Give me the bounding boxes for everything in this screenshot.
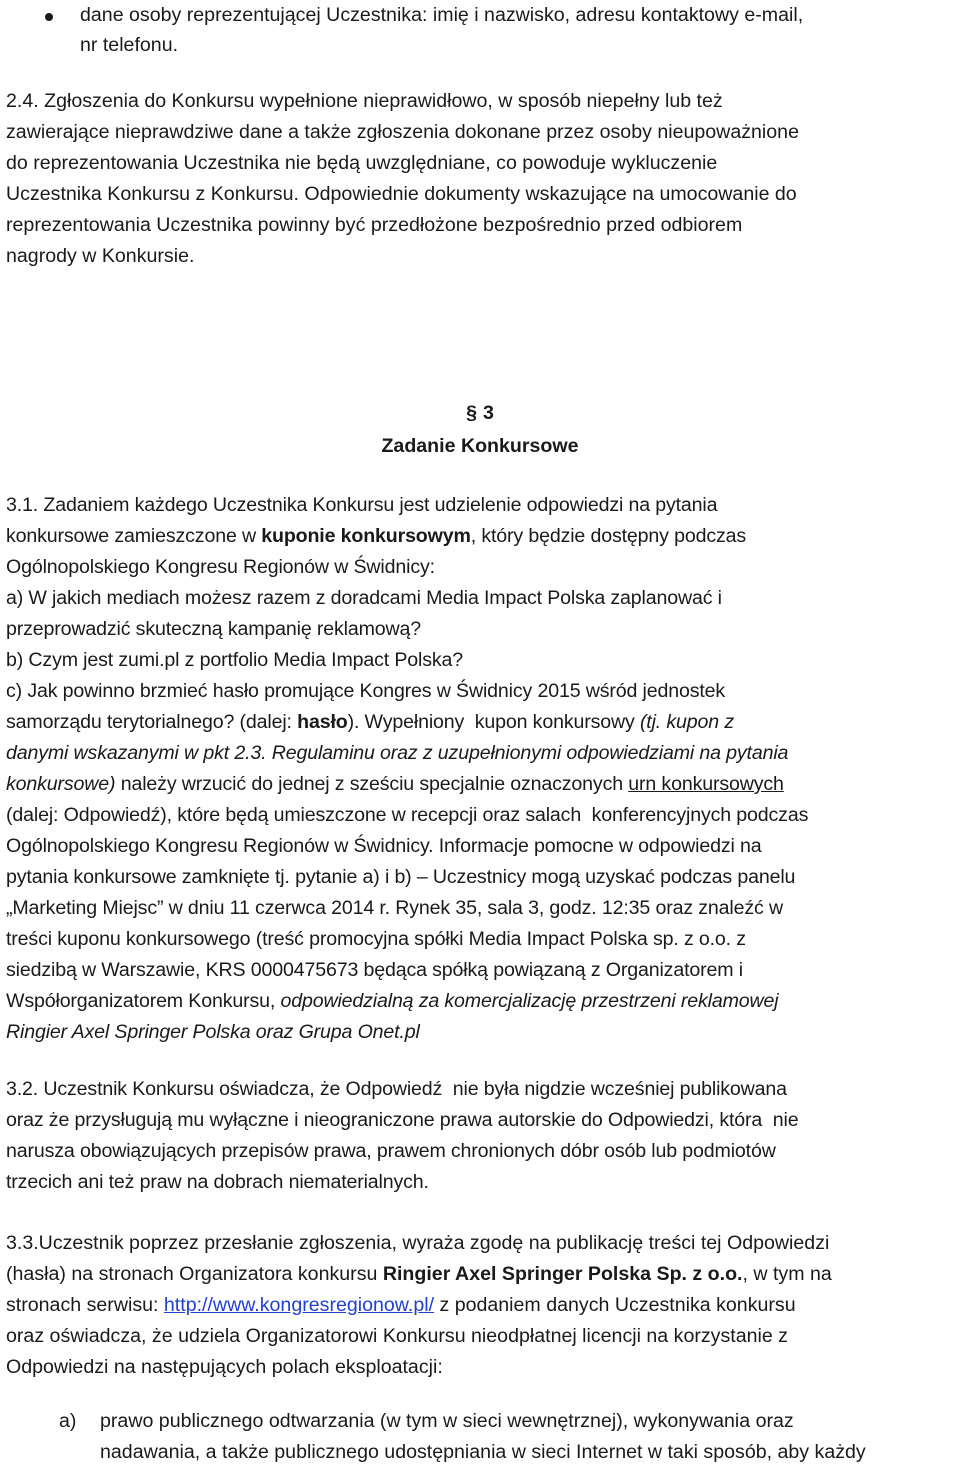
bullet-icon — [45, 13, 53, 21]
p31-text-2: , który będzie dostępny podczas Ogólnopolskiego Kongresu Regionów w Świdnicy: a) W jakich mediach możesz razem z doradcami Media Impact Polska zaplanować i przeprowadzić skuteczną kampanię reklamową? b) Czym jest zumi.pl z portfolio Media Impact Polska? c) Jak powinno brzmieć hasło promujące Kongres w Świdnicy 2015 wśród jednostek samorządu terytorialnego? (dalej: — [6, 525, 747, 733]
p31-text-4: należy wrzucić do jednej z sześciu specjalnie oznaczonych — [115, 773, 629, 795]
paragraph-3-2: 3.2. Uczestnik Konkursu oświadcza, że Odpowiedź nie była nigdzie wcześniej publikowana oraz że przysługują mu wyłączne i nieograniczone prawa autorskie do Odpowiedzi, która nie narusza obowiązujących przepisów prawa, prawem chronionych dóbr osób lub podmiotów trzecich ani też praw na dobrach niematerialnych. — [6, 1078, 799, 1193]
bullet-line-2: nr telefonu. — [80, 34, 179, 56]
section-heading — [0, 397, 960, 463]
section-symbol: § — [466, 402, 477, 424]
p31-italic-1: (tj. kupon z danymi wskazanymi w pkt 2.3. Regulaminu oraz z uzupełnionymi odpowiedziami na pytania konkursowe) — [6, 711, 789, 795]
p31-text-1: 3.1. Zadaniem każdego Uczestnika Konkursu jest udzielenie odpowiedzi na pytania konkursowe zamieszczone w — [6, 494, 718, 547]
p31-italic-2: odpowiedzialną za komercjalizację przestrzeni reklamowej Ringier Axel Springer Polska oraz Grupa Onet.pl — [6, 990, 779, 1043]
p31-bold-coupon: kuponie konkursowym — [261, 525, 471, 547]
p33-text-2c: , w tym na — [742, 1263, 832, 1285]
paragraph-3-1 — [6, 490, 958, 1048]
paragraph-3-3 — [6, 1228, 956, 1383]
p31-text-5: (dalej: Odpowiedź), które będą umieszczone w recepcji oraz salach konferencyjnych podczas Ogólnopolskiego Kongresu Regionów w Świdnicy. Informacje pomocne w odpowiedzi na pytania konkursowe zamknięte tj. pytanie a) i b) – Uczestnicy mogą uzyskać podczas panelu „Marketing Miejsc” w dniu 11 czerwca 2014 r. Rynek 35, sala 3, godz. 12:35 oraz znaleźć w treści kuponu konkursowego (treść promocyjna spółki Media Impact Polska sp. z o.o. z siedzibą w Warszawie, KRS 0000475673 będąca spółką powiązaną z Organizatorem i Współorganizatorem Konkursu, — [6, 804, 809, 1012]
list-item-text — [100, 1406, 932, 1468]
p33-text-3a: stronach serwisu: — [6, 1294, 164, 1316]
p33-line-2 — [6, 1259, 956, 1290]
p33-bold-organizer: Ringier Axel Springer Polska Sp. z o.o. — [382, 1263, 743, 1285]
p33-line-5: Odpowiedzi na następujących polach eksploatacji: — [6, 1356, 443, 1378]
p33-text-2a: (hasła) na stronach Organizatora konkursu — [6, 1263, 383, 1285]
bullet-line-1: dane osoby reprezentującej Uczestnika: imię i nazwisko, adresu kontaktowy e-mail, — [80, 4, 804, 26]
section-number — [0, 397, 960, 430]
list-line-1: prawo publicznego odtwarzania (w tym w sieci wewnętrznej), wykonywania oraz — [100, 1410, 794, 1432]
list-marker: a) — [59, 1410, 77, 1432]
section-number-value: 3 — [483, 402, 494, 424]
p33-line-4: oraz oświadcza, że udziela Organizatorowi Konkursu nieodpłatnej licencji na korzystanie z — [6, 1325, 788, 1347]
paragraph-2-4: 2.4. Zgłoszenia do Konkursu wypełnione nieprawidłowo, w sposób niepełny lub też zawierające nieprawdziwe dane a także zgłoszenia dokonane przez osoby nieupoważnione do reprezentowania Uczestnika nie będą uwzględniane, co powoduje wykluczenie Uczestnika Konkursu z Konkursu. Odpowiednie dokumenty wskazujące na umocowanie do reprezentowania Uczestnika powinny być przedłożone bezpośrednio przed odbiorem nagrody w Konkursie. — [6, 90, 799, 267]
bullet-text — [80, 0, 950, 60]
p33-line-3 — [6, 1290, 956, 1321]
kongres-website-link[interactable]: http://www.kongresregionow.pl/ — [163, 1294, 435, 1316]
p33-line-1: 3.3.Uczestnik poprzez przesłanie zgłoszenia, wyraża zgodę na publikację treści tej Odpowiedzi — [6, 1232, 830, 1254]
p33-text-3c: z podaniem danych Uczestnika konkursu — [434, 1294, 796, 1316]
section-title: Zadanie Konkursowe — [381, 435, 579, 457]
p31-underlined-urns: urn konkursowych — [628, 773, 784, 795]
list-line-2: nadawania, a także publicznego udostępniania w sieci Internet w taki sposób, aby każdy — [100, 1441, 866, 1463]
p31-bold-haslo: hasło — [297, 711, 348, 733]
p31-text-3: ). Wypełniony kupon konkursowy — [347, 711, 640, 733]
